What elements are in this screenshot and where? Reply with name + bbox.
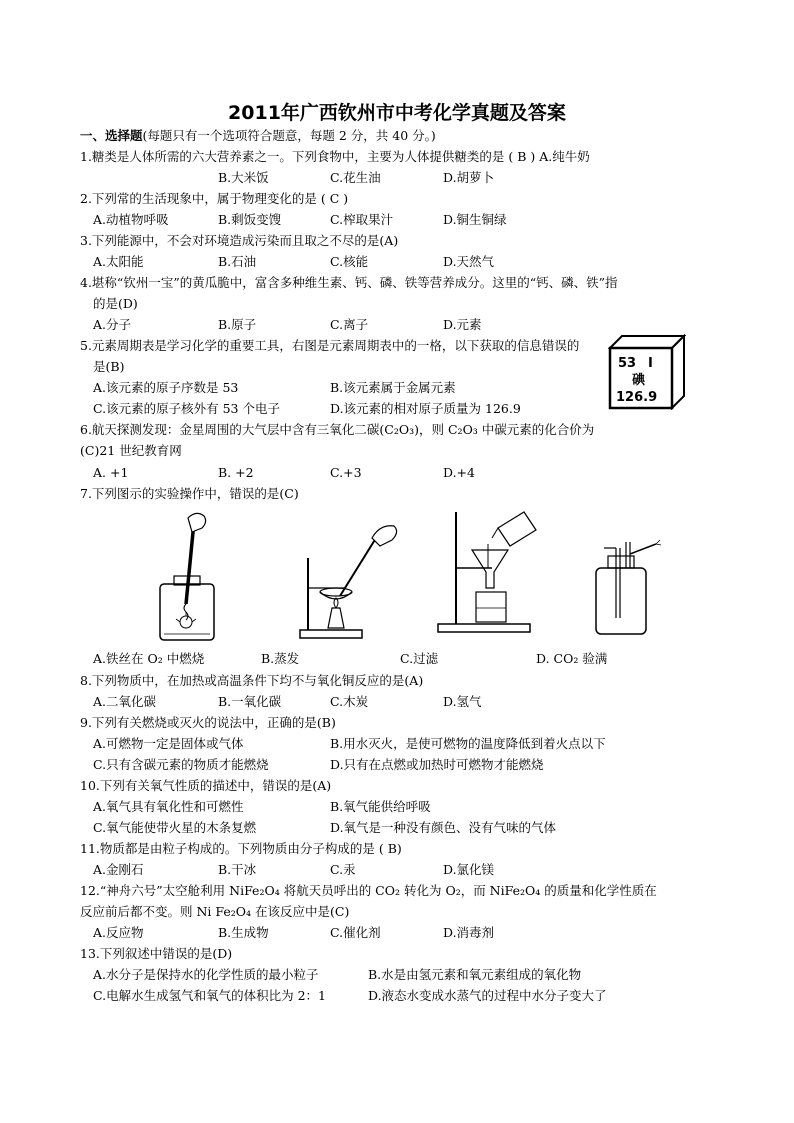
q8-option-d: D.氢气	[443, 694, 482, 709]
q4-stem-cont: 的是(D)	[93, 296, 138, 311]
q11-stem: 11.物质都是由粒子构成的。下列物质由分子构成的是 ( B)	[80, 841, 402, 856]
q13-option-c: C.电解水生成氢气和氧气的体积比为 2：1	[93, 988, 326, 1003]
q12-stem-cont: 反应前后都不变。则 Ni Fe₂O₄ 在该反应中是(C)	[80, 904, 350, 919]
element-symbol: I	[648, 356, 653, 371]
q5-stem-cont: 是(B)	[93, 359, 125, 374]
cell-side-face	[672, 336, 684, 408]
q1-option-b: B.大米饭	[218, 170, 269, 185]
q6-option-c: C.+3	[330, 465, 362, 480]
atomic-mass: 126.9	[616, 390, 658, 405]
q11-option-c: C.汞	[330, 862, 356, 877]
q6-option-d: D.+4	[443, 465, 475, 480]
q5-stem: 5.元素周期表是学习化学的重要工具，右图是元素周期表中的一格，以下获取的信息错误的	[80, 338, 580, 353]
q6-option-b: B. +2	[218, 465, 254, 480]
q10-option-a: A.氧气具有氧化性和可燃性	[93, 799, 244, 814]
q2-option-a: A.动植物呼吸	[93, 212, 169, 227]
element-name: 碘	[632, 373, 646, 388]
q13-option-b: B.水是由氢元素和氧元素组成的氧化物	[368, 967, 582, 982]
section-head: 一、选择题	[80, 128, 143, 143]
q10-stem: 10.下列有关氧气性质的描述中，错误的是(A)	[80, 778, 332, 793]
q4-option-a: A.分子	[93, 317, 132, 332]
q4-option-b: B.原子	[218, 317, 257, 332]
q7-option-a: A.铁丝在 O₂ 中燃烧	[93, 651, 205, 666]
q7-stem: 7.下列图示的实验操作中，错误的是(C)	[80, 486, 299, 501]
q1-stem: 1.糖类是人体所需的六大营养素之一。下列食物中，主要为人体提供糖类的是 ( B ) A.纯牛奶	[80, 149, 590, 164]
q8-option-a: A.二氧化碳	[93, 694, 157, 709]
q7-option-d: D. CO₂ 验满	[536, 651, 608, 666]
q9-option-d: D.只有在点燃或加热时可燃物才能燃烧	[330, 757, 544, 772]
element-cell-iodine	[608, 334, 686, 410]
q2-option-b: B.剩饭变馊	[218, 212, 282, 227]
q2-option-c: C.榨取果汁	[330, 212, 394, 227]
q12-option-c: C.催化剂	[330, 925, 381, 940]
evaporation-figure	[296, 508, 406, 644]
q7-option-c: C.过滤	[400, 651, 439, 666]
q2-stem: 2.下列常的生活现象中，属于物理变化的是 ( C )	[80, 191, 349, 206]
section-note: (每题只有一个选项符合题意，每题 2 分，共 40 分。)	[142, 128, 436, 143]
q12-stem: 12.“神舟六号”太空舱利用 NiFe₂O₄ 将航天员呼出的 CO₂ 转化为 O₂，而 NiFe₂O₄ 的质量和化学性质在	[80, 883, 657, 898]
q8-stem: 8.下列物质中，在加热或高温条件下均不与氧化铜反应的是(A)	[80, 673, 424, 688]
q3-option-a: A.太阳能	[93, 254, 144, 269]
q12-option-d: D.消毒剂	[443, 925, 495, 940]
co2-check-figure	[590, 508, 670, 638]
q3-stem: 3.下列能源中，不会对环境造成污染而且取之不尽的是(A)	[80, 233, 399, 248]
q5-option-b: B.该元素属于金属元素	[330, 380, 456, 395]
q3-option-b: B.石油	[218, 254, 257, 269]
q3-option-c: C.核能	[330, 254, 369, 269]
section-heading	[80, 128, 436, 144]
iron-wire-burning-figure	[150, 508, 226, 644]
q8-option-b: B.一氧化碳	[218, 694, 282, 709]
q12-option-a: A.反应物	[93, 925, 144, 940]
q11-option-b: B.干冰	[218, 862, 257, 877]
filtration-figure	[436, 508, 556, 638]
q9-option-c: C.只有含碳元素的物质才能燃烧	[93, 757, 269, 772]
page-title: 2011年广西钦州市中考化学真题及答案	[228, 102, 566, 124]
q8-option-c: C.木炭	[330, 694, 369, 709]
q13-option-a: A.水分子是保持水的化学性质的最小粒子	[93, 967, 319, 982]
atomic-number: 53	[618, 356, 637, 371]
q6-stem: 6.航天探测发现：金星周围的大气层中含有三氧化二碳(C₂O₃)，则 C₂O₃ 中碳元素的化合价为	[80, 422, 595, 437]
q1-option-c: C.花生油	[330, 170, 381, 185]
q5-option-a: A.该元素的原子序数是 53	[93, 380, 239, 395]
q5-option-d: D.该元素的相对原子质量为 126.9	[330, 401, 521, 416]
q4-stem: 4.堪称“钦州一宝”的黄瓜脆中，富含多种维生素、钙、磷、铁等营养成分。这里的“钙、磷、铁”指	[80, 275, 618, 290]
q9-option-a: A.可燃物一定是固体或气体	[93, 736, 244, 751]
q11-option-d: D.氯化镁	[443, 862, 495, 877]
q1-option-d: D.胡萝卜	[443, 170, 495, 185]
q5-option-c: C.该元素的原子核外有 53 个电子	[93, 401, 280, 416]
q11-option-a: A.金刚石	[93, 862, 144, 877]
q6-option-a: A. +1	[93, 465, 129, 480]
q3-option-d: D.天然气	[443, 254, 495, 269]
q13-stem: 13.下列叙述中错误的是(D)	[80, 946, 233, 961]
q12-option-b: B.生成物	[218, 925, 269, 940]
q7-option-b: B.蒸发	[261, 651, 300, 666]
q13-option-d: D.液态水变成水蒸气的过程中水分子变大了	[368, 988, 607, 1003]
q4-option-d: D.元素	[443, 317, 482, 332]
q2-option-d: D.铜生铜绿	[443, 212, 507, 227]
q9-stem: 9.下列有关燃烧或灭火的说法中，正确的是(B)	[80, 715, 336, 730]
q10-option-d: D.氧气是一种没有颜色、没有气味的气体	[330, 820, 557, 835]
q6-stem-cont: (C)21 世纪教育网	[80, 443, 182, 458]
q4-option-c: C.离子	[330, 317, 369, 332]
q9-option-b: B.用水灭火，是使可燃物的温度降低到着火点以下	[330, 736, 606, 751]
q10-option-b: B.氧气能供给呼吸	[330, 799, 431, 814]
q10-option-c: C.氧气能使带火星的木条复燃	[93, 820, 257, 835]
